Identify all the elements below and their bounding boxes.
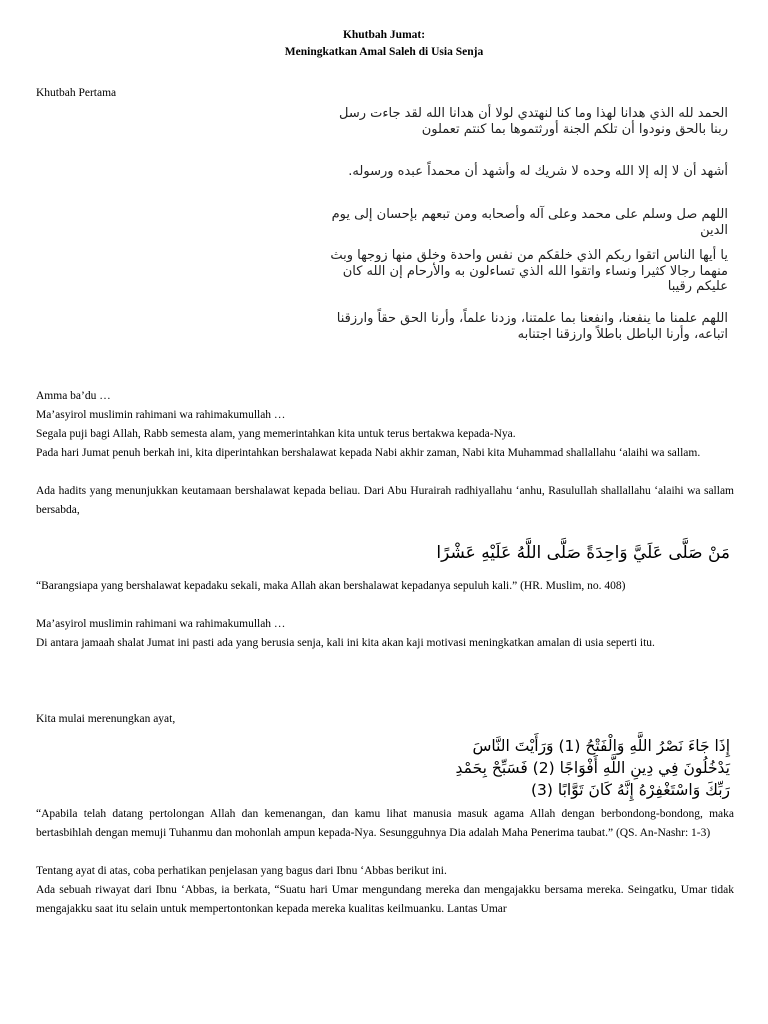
document-subtitle: Meningkatkan Amal Saleh di Usia Senja bbox=[284, 46, 484, 58]
greeting-text: Ma’asyirol muslimin rahimani wa rahimakumullah … bbox=[36, 409, 286, 421]
hadith-arabic: مَنْ صَلَّى عَلَيَّ وَاحِدَةً صَلَّى اللَّهُ عَلَيْهِ عَشْرًا bbox=[436, 543, 730, 563]
amma-badu-text: Amma ba’du … bbox=[36, 390, 111, 402]
quran-line: رَبِّكَ وَاسْتَغْفِرْهُ إِنَّهُ كَانَ تَوَّابًا (3) bbox=[530, 781, 730, 799]
arabic-shalawat: اللهم صل وسلم على محمد وعلى آله وأصحابه ومن تبعهم بإحسان إلى يوم الدين bbox=[331, 207, 728, 238]
document-title: Khutbah Jumat: bbox=[342, 29, 426, 41]
greeting-text-2: Ma’asyirol muslimin rahimani wa rahimakumullah … bbox=[36, 618, 286, 630]
arabic-syahadat: أشهد أن لا إله إلا الله وحده لا شريك له وأشهد أن محمداً عبده ورسوله. bbox=[348, 164, 728, 179]
topic-intro-paragraph: Di antara jamaah shalat Jumat ini pasti ada yang berusia senja, kali ini kita akan kaji motivasi meningkatkan amalan di usia seperti itu. bbox=[36, 637, 655, 649]
quran-line: إِذَا جَاءَ نَصْرُ اللَّهِ وَالْفَتْحُ (1) وَرَأَيْتَ النَّاسَ bbox=[472, 737, 730, 755]
arabic-taqwa-verse: يا أيها الناس اتقوا ربكم الذي خلقكم من نفس واحدة وخلق منها زوجها وبث منهما رجالا كثيرا ونساء واتقوا الله الذي تساءلون به والأرحام إن الله كان عليكم رقيبا bbox=[330, 248, 728, 294]
arabic-dua: اللهم علمنا ما ينفعنا، وانفعنا بما علمتنا، وزدنا علماً، وأرنا الحق حقاً وارزقنا اتباعه، وأرنا الباطل باطلاً وارزقنا اجتنابه bbox=[336, 311, 728, 342]
arabic-hamdalah: الحمد لله الذي هدانا لهذا وما كنا لنهتدي لولا أن هدانا الله لقد جاءت رسل ربنا بالحق ونودوا أن تلكم الجنة أورثتموها بما كنتم تعملون bbox=[339, 106, 728, 137]
ayat-intro-text: Kita mulai merenungkan ayat, bbox=[36, 713, 176, 725]
ibnu-abbas-paragraph: Ada sebuah riwayat dari Ibnu ‘Abbas, ia berkata, “Suatu hari Umar mengundang mereka dan mengajakku bersama mereka. Seingatku, Umar tidak mengajakku saat itu selain untuk mempertontonkan kepada mereka kualitas keilmuanku. Lantas Umar bbox=[36, 884, 734, 915]
hadith-intro-paragraph: Ada hadits yang menunjukkan keutamaan bershalawat kepada beliau. Dari Abu Hurairah radhiyallahu ‘anhu, Rasulullah shallallahu ‘alaihi wa sallam bersabda, bbox=[36, 485, 734, 516]
quran-translation: “Apabila telah datang pertolongan Allah dan kemenangan, dan kamu lihat manusia masuk agama Allah dengan berbondong-bondong, maka bertasbihlah dengan memuji Tuhanmu dan mohonlah ampun kepada-Nya. Sesungguhnya Dia adalah Maha Penerima taubat.” (QS. An-Nashr: 1-3) bbox=[36, 808, 734, 839]
tafsir-intro-paragraph: Tentang ayat di atas, coba perhatikan penjelasan yang bagus dari Ibnu ‘Abbas berikut ini. bbox=[36, 865, 447, 877]
praise-paragraph: Segala puji bagi Allah, Rabb semesta alam, yang memerintahkan kita untuk terus bertakwa kepada-Nya. bbox=[36, 428, 516, 440]
hadith-translation: “Barangsiapa yang bershalawat kepadaku sekali, maka Allah akan bershalawat kepadanya sepuluh kali.” (HR. Muslim, no. 408) bbox=[36, 580, 626, 592]
section-heading: Khutbah Pertama bbox=[36, 87, 117, 99]
quran-line: يَدْخُلُونَ فِي دِينِ اللَّهِ أَفْوَاجًا (2) فَسَبِّحْ بِحَمْدِ bbox=[455, 759, 730, 777]
friday-paragraph: Pada hari Jumat penuh berkah ini, kita diperintahkan bershalawat kepada Nabi akhir zaman, Nabi kita Muhammad shallallahu ‘alaihi wa sallam. bbox=[36, 447, 701, 459]
